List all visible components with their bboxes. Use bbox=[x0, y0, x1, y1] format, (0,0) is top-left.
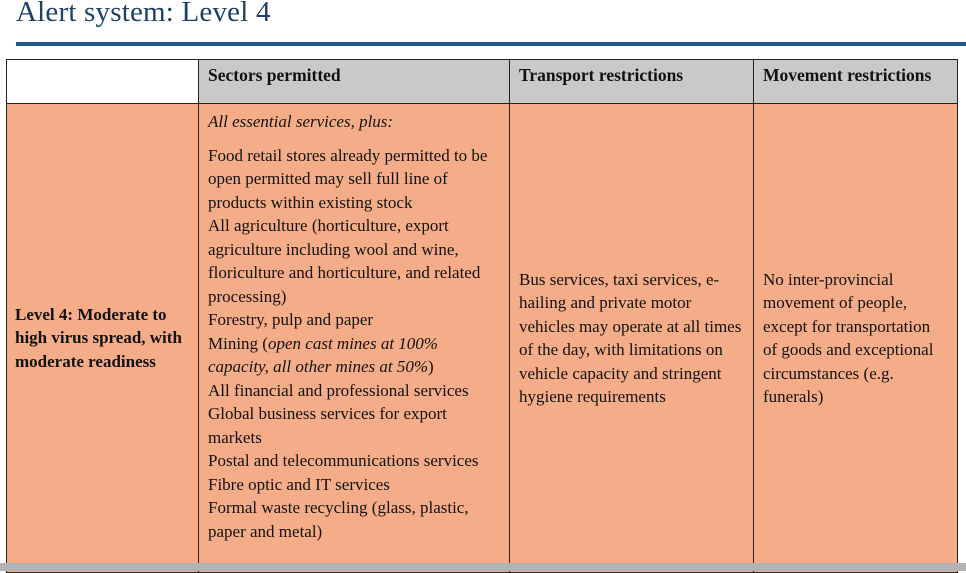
table-corner-blank bbox=[6, 59, 199, 104]
page-title: Alert system: Level 4 bbox=[16, 0, 271, 28]
sectors-cell bbox=[198, 103, 510, 573]
sector-item: Forestry, pulp and paper bbox=[208, 310, 374, 329]
level-label-cell bbox=[6, 103, 199, 573]
sectors-intro: All essential services, plus: bbox=[208, 112, 394, 131]
mining-suffix: ) bbox=[428, 357, 434, 376]
sector-item: Postal and telecommunications services bbox=[208, 451, 479, 470]
header-transport-restrictions: Transport restrictions bbox=[509, 59, 754, 104]
bottom-scrollbar-strip bbox=[0, 563, 966, 571]
sector-item: Formal waste recycling (glass, plastic, paper and metal) bbox=[208, 498, 469, 541]
transport-cell bbox=[509, 103, 754, 573]
header-movement-restrictions: Movement restrictions bbox=[753, 59, 958, 104]
header-sectors-permitted: Sectors permitted bbox=[198, 59, 510, 104]
title-divider bbox=[16, 42, 966, 46]
sector-item: All financial and professional services bbox=[208, 380, 469, 400]
transport-text: Bus services, taxi services, e-hailing and private motor vehicles may operate at all times of the day, with limitations on vehicle capacity and stringent hygiene requirements bbox=[519, 269, 742, 406]
sector-item: All agriculture (horticulture, export agriculture including wool and wine, floriculture and horticulture, and related processing) bbox=[208, 216, 481, 306]
sector-item-mining bbox=[208, 332, 500, 379]
sector-item: Food retail stores already permitted to be open permitted may sell full line of products within existing stock bbox=[208, 145, 488, 212]
movement-text: No inter-provincial movement of people, except for transportation of goods and exceptional circumstances (e.g. funerals) bbox=[763, 269, 934, 406]
sector-item: Fibre optic and IT services bbox=[208, 474, 390, 494]
mining-italic: open cast mines at 100% capacity, all other mines at 50% bbox=[208, 333, 438, 376]
movement-cell bbox=[753, 103, 958, 573]
sector-item: Global business services for export markets bbox=[208, 404, 447, 447]
mining-prefix: Mining ( bbox=[208, 333, 268, 353]
level-label: Level 4: Moderate to high virus spread, with moderate readiness bbox=[15, 304, 182, 371]
